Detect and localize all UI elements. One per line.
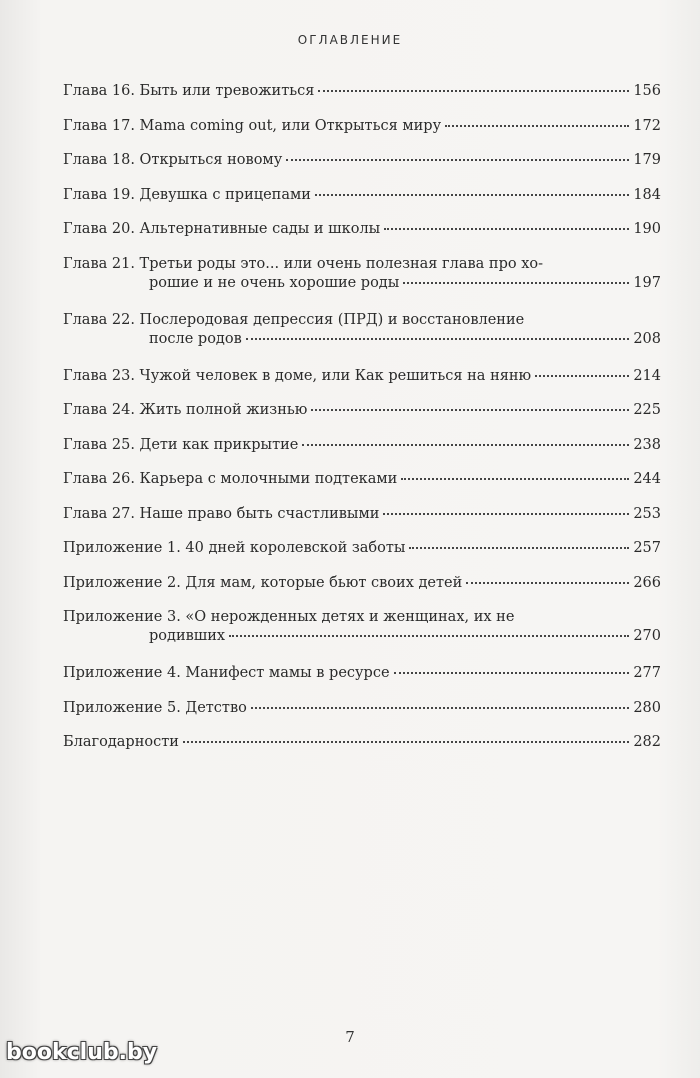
toc-entry-title-line: Приложение 3. «О нерожденных детях и женщинах, их не	[63, 609, 515, 625]
toc-entry-page: 253	[633, 505, 661, 522]
toc-entry-page: 184	[633, 186, 661, 203]
toc-entry-page: 238	[633, 436, 661, 453]
toc-entry-title: Глава 27. Наше право быть счастливыми	[63, 505, 380, 522]
toc-entry	[63, 311, 661, 349]
toc-entry-title: Глава 23. Чужой человек в доме, или Как решиться на няню	[63, 367, 532, 384]
toc-entry-page: 257	[633, 540, 661, 556]
toc-entry-title: Благодарности	[63, 734, 179, 750]
toc-entry	[63, 733, 661, 752]
toc-entry-page: 179	[633, 152, 661, 168]
toc-entry-title-line: Глава 21. Третьи роды это... или очень полезная глава про хо-	[63, 255, 544, 272]
toc-entry-title: Глава 17. Mama coming out, или Открыться миру	[63, 117, 442, 134]
leader-dots	[466, 582, 629, 584]
leader-dots	[394, 672, 630, 674]
toc-entry	[63, 117, 661, 136]
toc-entry-title: Приложение 5. Детство	[63, 699, 247, 716]
toc-entry	[63, 505, 661, 524]
toc-entry	[63, 367, 661, 386]
page-number: 7	[345, 1028, 355, 1046]
leader-dots	[403, 282, 629, 284]
toc-entry-page: 172	[633, 117, 661, 134]
leader-dots	[246, 338, 630, 340]
toc-entry	[63, 255, 661, 293]
leader-dots	[286, 159, 629, 161]
toc-entry-title: Глава 19. Девушка с прицепами	[63, 186, 311, 203]
toc-entry-page: 277	[633, 665, 661, 681]
toc-entry-title: Глава 26. Карьера с молочными подтеками	[63, 471, 398, 487]
leader-dots	[315, 194, 629, 196]
leader-dots	[409, 547, 629, 549]
toc-entry-title: Приложение 1. 40 дней королевской заботы	[63, 540, 406, 556]
toc-entry-title-line: Глава 22. Послеродовая депрессия (ПРД) и восстановление	[63, 311, 525, 328]
leader-dots	[302, 444, 629, 446]
toc-entry	[63, 186, 661, 205]
toc-entry	[63, 436, 661, 455]
leader-dots	[535, 375, 629, 377]
toc-entry-page: 270	[633, 628, 661, 644]
leader-dots	[445, 125, 629, 127]
leader-dots	[183, 741, 629, 743]
toc-entry-title: Глава 18. Открыться новому	[63, 152, 283, 168]
running-head: ОГЛАВЛЕНИЕ	[297, 33, 403, 47]
leader-dots	[229, 635, 629, 637]
toc-entry	[63, 401, 661, 420]
toc-entry	[63, 82, 661, 101]
toc-entry-page: 156	[633, 83, 661, 99]
toc-entry-page: 280	[633, 699, 661, 716]
toc-entry-title: родивших	[149, 628, 226, 644]
toc-entry-page: 197	[633, 274, 661, 291]
toc-entry	[63, 470, 661, 489]
toc-entry-title: Приложение 4. Манифест мамы в ресурсе	[63, 665, 390, 681]
toc-entry-page: 282	[633, 734, 661, 750]
toc-entry-title: Глава 25. Дети как прикрытие	[63, 436, 299, 453]
toc-entry	[63, 699, 661, 718]
toc-entry-title: рошие и не очень хорошие роды	[149, 274, 400, 291]
toc-entry-page: 225	[633, 402, 661, 418]
toc-entry-title: после родов	[149, 330, 242, 347]
leader-dots	[311, 409, 629, 411]
toc-entry	[63, 539, 661, 558]
toc-entry-title: Глава 16. Быть или тревожиться	[63, 83, 315, 99]
toc-entry-title: Глава 24. Жить полной жизнью	[63, 402, 308, 418]
toc-entry	[63, 608, 661, 646]
toc-entry-page: 208	[633, 330, 661, 347]
toc-entry	[63, 574, 661, 593]
leader-dots	[251, 707, 629, 709]
watermark-logo: bookclub.by	[6, 1040, 158, 1065]
leader-dots	[318, 90, 629, 92]
toc-entry	[63, 220, 661, 239]
leader-dots	[384, 228, 629, 230]
leader-dots	[383, 513, 629, 515]
toc-entry	[63, 151, 661, 170]
toc-entry	[63, 664, 661, 683]
toc-entry-page: 214	[633, 367, 661, 384]
leader-dots	[401, 478, 629, 480]
toc-entry-page: 190	[633, 221, 661, 237]
toc-entry-page: 266	[633, 574, 661, 591]
toc-entry-page: 244	[633, 471, 661, 487]
toc-entry-title: Приложение 2. Для мам, которые бьют своих детей	[63, 574, 463, 591]
toc-entry-title: Глава 20. Альтернативные сады и школы	[63, 221, 381, 237]
